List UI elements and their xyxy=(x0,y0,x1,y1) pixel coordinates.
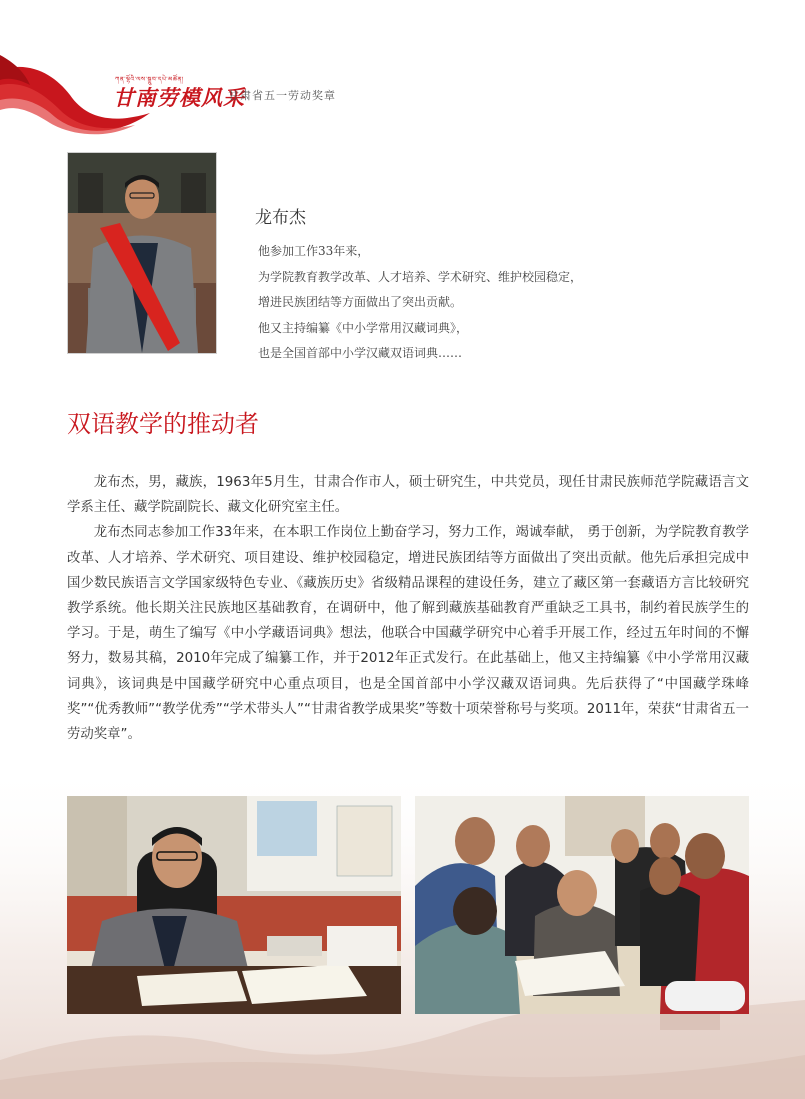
body-paragraph: 龙布杰，男，藏族，1963年5月生，甘肃合作市人，硕士研究生，中共党员，现任甘肃民族师范学院藏语言文学系主任、藏学院副院长、藏文化研究室主任。 xyxy=(67,475,749,516)
intro-line: 也是全国首部中小学汉藏双语词典…… xyxy=(258,346,463,360)
group-study-photo xyxy=(415,796,749,1014)
intro-line: 他又主持编纂《中小学常用汉藏词典》， xyxy=(258,320,469,335)
intro-line: 为学院教育教学改革、人才培养、学术研究、维护校园稳定， xyxy=(258,269,583,284)
intro-line: 他参加工作33年来， xyxy=(258,244,370,258)
article-body xyxy=(67,470,749,747)
section-title: 双语教学的推动者 xyxy=(67,410,259,438)
office-desk-photo xyxy=(67,796,401,1014)
brand-title: 甘南劳模风采 xyxy=(113,85,245,110)
intro-lines xyxy=(258,239,582,367)
brand-tibetan-text: ཀན་ལྷོའི་ལས་སྒྲུབ་དཔེ་མཚོན། xyxy=(115,76,184,83)
person-name: 龙布杰 xyxy=(255,208,306,228)
intro-line: 增进民族团结等方面做出了突出贡献。 xyxy=(258,295,463,309)
brand-subtitle: 甘肃省五一劳动奖章 xyxy=(228,89,336,102)
body-paragraph: 龙布杰同志参加工作33年来，在本职工作岗位上勤奋学习，努力工作，竭诚奉献， 勇于创新，为学院教育教学改革、人才培养、学术研究、项目建设、维护校园稳定，增进民族团结等方面做出了突出贡献。他先后承担完成中国少数民族语言文学国家级特色专业、《藏族历史》省级精品课程的建设任务，建立了藏区第一套藏语方言比较研究教学系统。他长期关注民族地区基础教育，在调研中，他了解到藏族基础教育严重缺乏工具书，制约着民族学生的学习。于是，萌生了编写《中小学藏语词典》想法，他联合中国藏学研究中心着手开展工作，经过五年时间的不懈努力，数易其稿，2010年完成了编纂工作，并于2012年正式发行。在此基础上，他又主持编纂《中小学常用汉藏词典》，该词典是中国藏学研究中心重点项目，也是全国首部中小学汉藏双语词典。先后获得了“中国藏学珠峰奖”“优秀教师”“教学优秀”“学术带头人”“甘肃省教学成果奖”等数十项荣誉称号与奖项。2011年，荣获“甘肃省五一劳动奖章”。 xyxy=(67,525,749,743)
portrait-photo xyxy=(67,152,217,354)
